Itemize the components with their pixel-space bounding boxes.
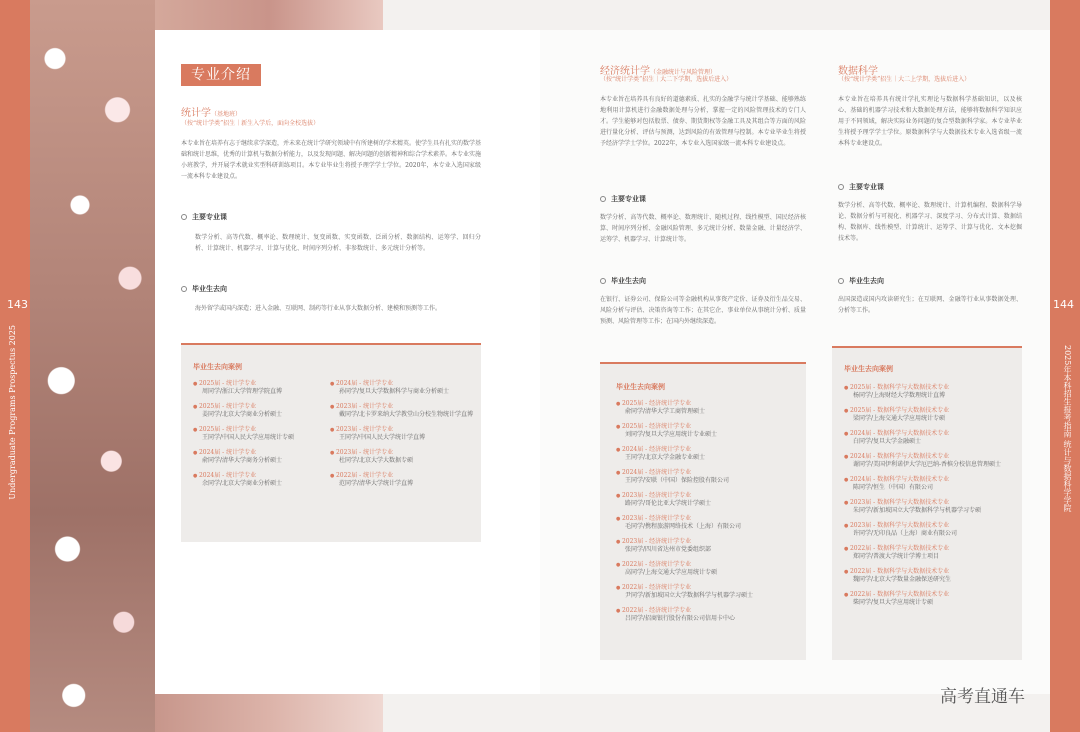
case-year: ● 2022届 - 数据科学与大数据技术专业 xyxy=(844,545,1020,553)
case-destination: 许同学/无印良品（上海）商业有限公司 xyxy=(853,530,958,537)
case-destination: 余同学/北京大学商业分析硕士 xyxy=(202,480,283,487)
case-year: ● 2022届 - 统计学专业 xyxy=(330,472,478,480)
case-item xyxy=(616,423,804,439)
case-item xyxy=(616,561,804,577)
case-year: ● 2025届 - 经济统计学专业 xyxy=(616,400,804,408)
case-year: ● 2023届 - 统计学专业 xyxy=(330,403,478,411)
case-item xyxy=(844,568,1020,584)
case-year: ● 2024届 - 经济统计学专业 xyxy=(616,469,804,477)
case-item xyxy=(330,472,478,488)
case-destination: 郑同学/普渡大学统计学博士项目 xyxy=(853,553,940,560)
case-destination: 吕同学/招商银行股份有限公司信用卡中心 xyxy=(625,615,736,622)
case-destination: 王同学/北京大学金融专业硕士 xyxy=(625,454,706,461)
case-destination: 毛同学/携程旅游网络技术（上海）有限公司 xyxy=(625,523,742,530)
case-destination: 杜同学/北京大学大数据专硕 xyxy=(339,457,414,464)
ds-subtitle: （按“统计学类”招生｜大二上学期，选拔后进入） xyxy=(838,76,971,83)
ds-dest-heading-text: 毕业生去向 xyxy=(849,277,884,285)
watermark: 高考直通车 xyxy=(940,687,1025,707)
case-destination: 王同学/中国人民大学应用统计专硕 xyxy=(202,434,295,441)
stats-dest-heading xyxy=(181,284,227,294)
case-year: ● 2022届 - 数据科学与大数据技术专业 xyxy=(844,568,1020,576)
case-item xyxy=(193,449,323,465)
econ-title-note: （金融统计与风险管理） xyxy=(650,69,717,76)
stats-subtitle: （按“统计学类”招生｜新生入学后，面向全校选拔） xyxy=(181,120,320,127)
case-item xyxy=(193,380,323,396)
left-vertical-caption: Undergraduate Programs Prospectus 2025 xyxy=(8,325,17,500)
case-year: ● 2024届 - 经济统计学专业 xyxy=(616,446,804,454)
case-item xyxy=(844,591,1020,607)
case-destination: 梁同学/上海交通大学应用统计专硕 xyxy=(853,415,946,422)
case-item xyxy=(616,492,804,508)
case-year: ● 2022届 - 数据科学与大数据技术专业 xyxy=(844,591,1020,599)
case-destination: 孙同学/复旦大学数据科学与商业分析硕士 xyxy=(339,388,450,395)
case-destination: 俞同学/清华大学工商管理硕士 xyxy=(625,408,706,415)
case-year: ● 2025届 - 数据科学与大数据技术专业 xyxy=(844,384,1020,392)
case-destination: 白同学/复旦大学金融硕士 xyxy=(853,438,922,445)
ds-title: 数据科学 xyxy=(838,66,878,77)
case-item xyxy=(844,384,1020,400)
cherry-blossom-photo-top xyxy=(155,0,383,30)
econ-courses-heading xyxy=(600,194,646,204)
cherry-blossom-photo xyxy=(30,0,155,732)
case-item xyxy=(193,472,323,488)
case-destination: 王同学/中国人民大学统计学直博 xyxy=(339,434,426,441)
cherry-blossom-photo-bottom xyxy=(155,694,383,732)
case-year: ● 2023届 - 经济统计学专业 xyxy=(616,515,804,523)
stats-dest: 海外留学或国内深造；进入金融、互联网、制药等行业从事大数据分析、建模和预测等工作。 xyxy=(195,305,442,312)
case-destination: 王同学/安联（中国）保险控股有限公司 xyxy=(625,477,730,484)
case-item xyxy=(330,403,478,419)
case-destination: 范同学/清华大学统计学直博 xyxy=(339,480,414,487)
bullet-icon xyxy=(181,286,187,292)
econ-cases-title: 毕业生去向案例 xyxy=(616,383,665,391)
case-item xyxy=(616,469,804,485)
case-year: ● 2025届 - 经济统计学专业 xyxy=(616,423,804,431)
stats-cases-col2 xyxy=(330,380,478,495)
case-item xyxy=(330,380,478,396)
ds-cases-title: 毕业生去向案例 xyxy=(844,365,893,373)
case-year: ● 2025届 - 数据科学与大数据技术专业 xyxy=(844,407,1020,415)
case-destination: 魏同学/北京大学数量金融保送研究生 xyxy=(853,576,952,583)
case-destination: 俞同学/清华大学商务分析硕士 xyxy=(202,457,283,464)
case-year: ● 2025届 - 统计学专业 xyxy=(193,426,323,434)
econ-dest-heading-text: 毕业生去向 xyxy=(611,277,646,285)
case-destination: 戴同学/北卡罗来纳大学教堂山分校生物统计学直博 xyxy=(339,411,474,418)
case-year: ● 2022届 - 经济统计学专业 xyxy=(616,607,804,615)
case-item xyxy=(616,400,804,416)
ds-cases-list xyxy=(844,384,1020,614)
stats-intro: 本专业旨在培养有志于继续求学深造，并未来在统计学研究领域中有所建树的学术精英。使学生具有扎实的数学基础和统计思维，优秀的计算机与数据分析能力，以及发现问题、解决问题的创新精神和综合学术素养。本专业实施小班教学，并开展学术就业实型科研训练项目。本专业毕业生将授予理学学士学位。2020年，本专业入选国家级一流本科专业建设点。 xyxy=(181,140,482,180)
case-item xyxy=(616,607,804,623)
case-item xyxy=(193,426,323,442)
case-year: ● 2023届 - 统计学专业 xyxy=(330,449,478,457)
case-item xyxy=(330,449,478,465)
bullet-icon xyxy=(600,278,606,284)
case-year: ● 2023届 - 统计学专业 xyxy=(330,426,478,434)
case-item xyxy=(616,538,804,554)
econ-subtitle: （按“统计学类”招生｜大二下学期，选拔后进入） xyxy=(600,76,733,83)
case-year: ● 2024届 - 统计学专业 xyxy=(193,472,323,480)
stats-courses: 数学分析、高等代数、概率论、数理统计、复变函数、实变函数、泛函分析、数据结构、运筹学、回归分析、计算统计、机器学习、计算与优化、时间序列分析、非参数统计、多元统计分析等。 xyxy=(195,234,481,252)
stats-cases-title: 毕业生去向案例 xyxy=(193,363,242,371)
case-year: ● 2024届 - 数据科学与大数据技术专业 xyxy=(844,430,1020,438)
case-item xyxy=(844,522,1020,538)
ds-courses-heading xyxy=(838,182,884,192)
case-year: ● 2023届 - 数据科学与大数据技术专业 xyxy=(844,499,1020,507)
case-destination: 刘同学/复旦大学应用统计专业硕士 xyxy=(625,431,718,438)
case-year: ● 2023届 - 经济统计学专业 xyxy=(616,538,804,546)
econ-courses: 数学分析、高等代数、概率论、数理统计、随机过程、线性模型、国民经济核算、时间序列分析、金融风险管理、多元统计分析、数量金融、计量经济学、运筹学、机器学习、计算统计等。 xyxy=(600,214,806,243)
bullet-icon xyxy=(838,278,844,284)
case-year: ● 2023届 - 数据科学与大数据技术专业 xyxy=(844,522,1020,530)
case-item xyxy=(844,407,1020,423)
case-destination: 尹同学/新加坡国立大学数据科学与机器学习硕士 xyxy=(625,592,754,599)
case-year: ● 2024届 - 统计学专业 xyxy=(330,380,478,388)
bullet-icon xyxy=(181,214,187,220)
econ-dest-heading xyxy=(600,276,646,286)
econ-intro: 本专业旨在培养具有良好的道德素质、扎实的金融学与统计学基础、能够熟练地利用计算机进行金融数据处理与分析，掌握一定的风险管理技术的专门人才。学生能够对包括股票、债券、期货期权等金融工具及其组合等方面的风险进行量化分析、评估与预测，达到风险的有效管理与控制。本专业毕业生将授予经济学学士学位。2022年，本专业入选国家级一流本科专业建设点。 xyxy=(600,96,806,147)
econ-cases-list xyxy=(616,400,804,630)
case-item xyxy=(844,453,1020,469)
ds-dest: 出国深造或国内攻读研究生；在互联网、金融等行业从事数据处理、分析等工作。 xyxy=(838,296,1022,314)
stats-courses-heading xyxy=(181,212,227,222)
case-year: ● 2025届 - 统计学专业 xyxy=(193,380,323,388)
case-year: ● 2023届 - 经济统计学专业 xyxy=(616,492,804,500)
case-item xyxy=(844,430,1020,446)
page-number-right: 144 xyxy=(1053,298,1074,311)
case-destination: 谢同学/美国伊利诺伊大学厄巴纳-香槟分校信息管理硕士 xyxy=(853,461,1002,468)
case-destination: 姜同学/北京大学商业分析硕士 xyxy=(202,411,283,418)
case-item xyxy=(616,446,804,462)
stats-dest-heading-text: 毕业生去向 xyxy=(192,285,227,293)
case-item xyxy=(193,403,323,419)
bullet-icon xyxy=(600,196,606,202)
case-item xyxy=(330,426,478,442)
ds-intro: 本专业旨在培养具有统计学扎实理论与数据科学基础知识，以及核心、基础的机器学习技术和大数据处理方法，能够将数据科学知识应用于不同领域，解决实际业务问题的复合型数据科学家。本专业毕业生将授予理学学士学位。原数据科学与大数据技术专业入选省级一流本科专业建设点。 xyxy=(838,96,1022,147)
case-destination: 周同学/浙江大学管理学院直博 xyxy=(202,388,283,395)
case-destination: 张同学/四川省达州市党委组织部 xyxy=(625,546,712,553)
ds-dest-heading xyxy=(838,276,884,286)
ds-courses: 数学分析、高等代数、概率论、数理统计、计算机编程、数据科学导论、数据分析与可视化、机器学习、深度学习、分布式计算、数据结构、数据库、线性模型、计算统计、运筹学、计算与优化、文本挖掘技术等。 xyxy=(838,202,1022,242)
section-badge: 专业介绍 xyxy=(181,64,261,86)
case-destination: 朱同学/新加坡国立大学数据科学与机器学习专硕 xyxy=(853,507,982,514)
stats-title-note: （基地班） xyxy=(211,111,242,118)
case-item xyxy=(616,584,804,600)
case-item xyxy=(616,515,804,531)
case-item xyxy=(844,545,1020,561)
case-destination: 杨同学/上海财经大学数理统计直博 xyxy=(853,392,946,399)
case-year: ● 2022届 - 经济统计学专业 xyxy=(616,561,804,569)
case-item xyxy=(844,476,1020,492)
stats-title-text: 统计学 xyxy=(181,108,211,119)
stats-courses-heading-text: 主要专业课 xyxy=(192,213,227,221)
case-destination: 陈同学/恒生（中国）有限公司 xyxy=(853,484,934,491)
econ-dest: 在银行、证券公司、保险公司等金融机构从事资产定价、证券及衍生品交易、风险分析与评估、决策咨询等工作；在其它企、事业单位从事统计分析、质量预测、风险管理等工作；在国内外继续深造。 xyxy=(600,296,806,325)
case-destination: 路同学/哥伦比亚大学统计学硕士 xyxy=(625,500,712,507)
case-year: ● 2025届 - 统计学专业 xyxy=(193,403,323,411)
stats-title xyxy=(181,104,241,119)
bullet-icon xyxy=(838,184,844,190)
page-number-left: 143 xyxy=(7,298,28,311)
case-year: ● 2022届 - 经济统计学专业 xyxy=(616,584,804,592)
econ-courses-heading-text: 主要专业课 xyxy=(611,195,646,203)
case-year: ● 2024届 - 数据科学与大数据技术专业 xyxy=(844,476,1020,484)
ds-courses-heading-text: 主要专业课 xyxy=(849,183,884,191)
case-item xyxy=(844,499,1020,515)
case-destination: 高同学/上海交通大学应用统计专硕 xyxy=(625,569,718,576)
right-vertical-caption: 2025年本科招生报考指南 统计与数据科学学院 xyxy=(1063,345,1072,512)
case-year: ● 2024届 - 数据科学与大数据技术专业 xyxy=(844,453,1020,461)
case-destination: 柴同学/复旦大学应用统计专硕 xyxy=(853,599,934,606)
stats-cases-col1 xyxy=(193,380,323,495)
econ-title-text: 经济统计学 xyxy=(600,66,650,77)
case-year: ● 2024届 - 统计学专业 xyxy=(193,449,323,457)
